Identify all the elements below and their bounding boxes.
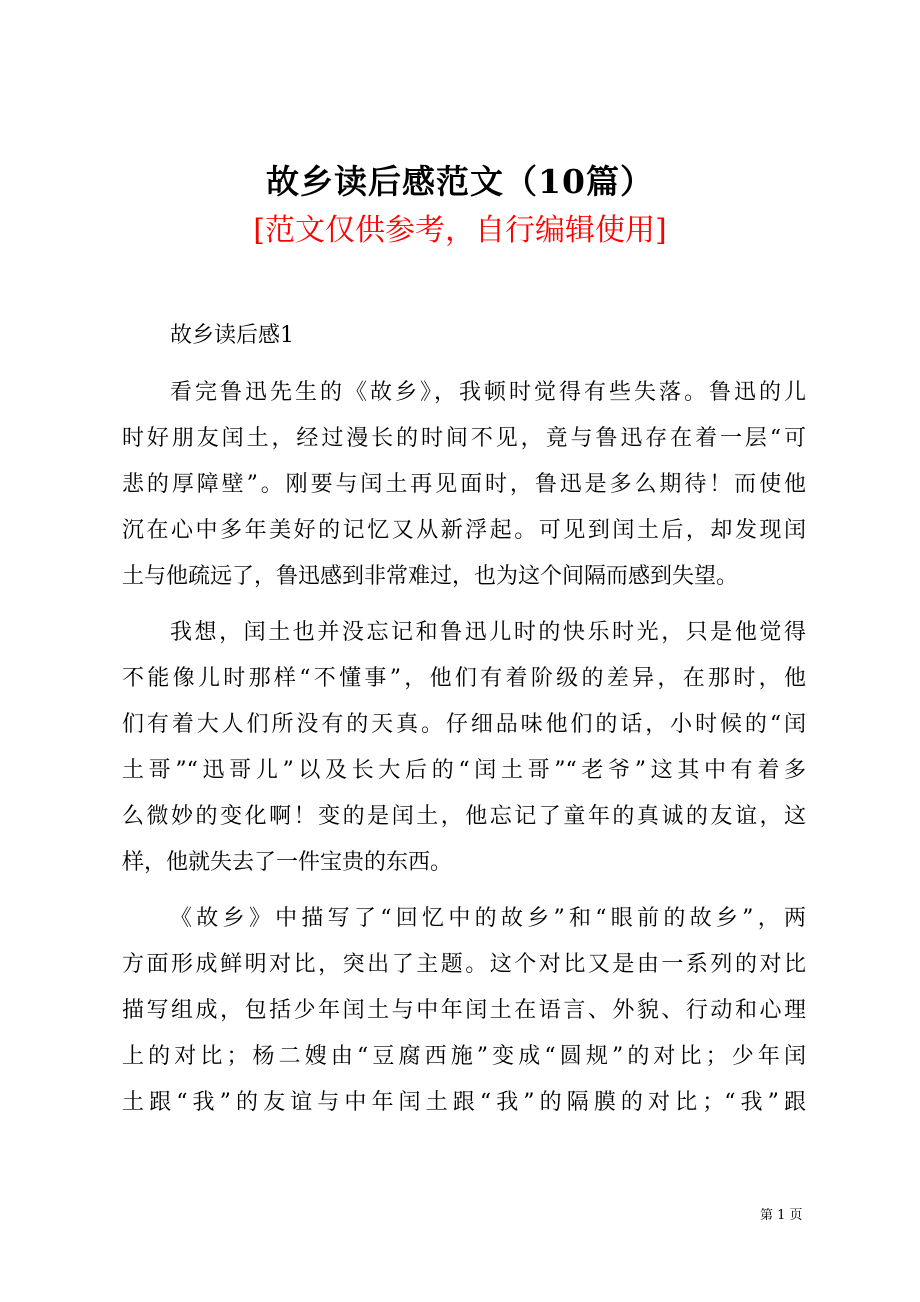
- paragraph-line: 《故乡》中描写了“回忆中的故乡”和“眼前的故乡”，两: [170, 906, 806, 931]
- document-title: 故乡读后感范文（10篇）: [266, 162, 654, 201]
- paragraph-line: 土哥”“迅哥儿”以及长大后的“闰土哥”“老爷”这其中有着多: [122, 758, 806, 783]
- paragraph-line: 上的对比；杨二嫂由“豆腐西施”变成“圆规”的对比；少年闰: [122, 1044, 806, 1069]
- paragraph-2: [122, 610, 806, 886]
- paragraph-line: 时好朋友闰土，经过漫长的时间不见，竟与鲁迅存在着一层“可: [122, 426, 806, 451]
- paragraph-line: 我想，闰土也并没忘记和鲁迅儿时的快乐时光，只是他觉得: [170, 620, 806, 645]
- paragraph-line: 样，他就失去了一件宝贵的东西。: [122, 850, 453, 875]
- paragraph-line: 沉在心中多年美好的记忆又从新浮起。可见到闰土后，却发现闰: [122, 518, 806, 543]
- paragraph-1: [122, 370, 806, 600]
- document-subtitle: [范文仅供参考，自行编辑使用]: [253, 213, 667, 248]
- paragraph-line: 土与他疏远了，鲁迅感到非常难过，也为这个间隔而感到失望。: [122, 564, 739, 589]
- page-number: 第 1 页: [760, 1208, 803, 1223]
- paragraph-line: 描写组成，包括少年闰土与中年闰土在语言、外貌、行动和心理: [122, 998, 806, 1023]
- paragraph-line: 看完鲁迅先生的《故乡》，我顿时觉得有些失落。鲁迅的儿: [170, 380, 806, 405]
- document-body: [122, 314, 806, 1126]
- paragraph-line: 方面形成鲜明对比，突出了主题。这个对比又是由一系列的对比: [122, 952, 806, 977]
- paragraph-line: 不能像儿时那样“不懂事”，他们有着阶级的差异，在那时，他: [122, 666, 806, 691]
- paragraph-line: 么微妙的变化啊！变的是闰土，他忘记了童年的真诚的友谊，这: [122, 804, 806, 829]
- paragraph-line: 土跟“我”的友谊与中年闰土跟“我”的隔膜的对比；“我”跟: [122, 1090, 806, 1115]
- section-heading: 故乡读后感1: [170, 323, 294, 348]
- paragraph-3: [122, 896, 806, 1126]
- paragraph-line: 们有着大人们所没有的天真。仔细品味他们的话，小时候的“闰: [122, 712, 806, 737]
- paragraph-line: 悲的厚障壁”。刚要与闰土再见面时，鲁迅是多么期待！而使他: [122, 472, 806, 497]
